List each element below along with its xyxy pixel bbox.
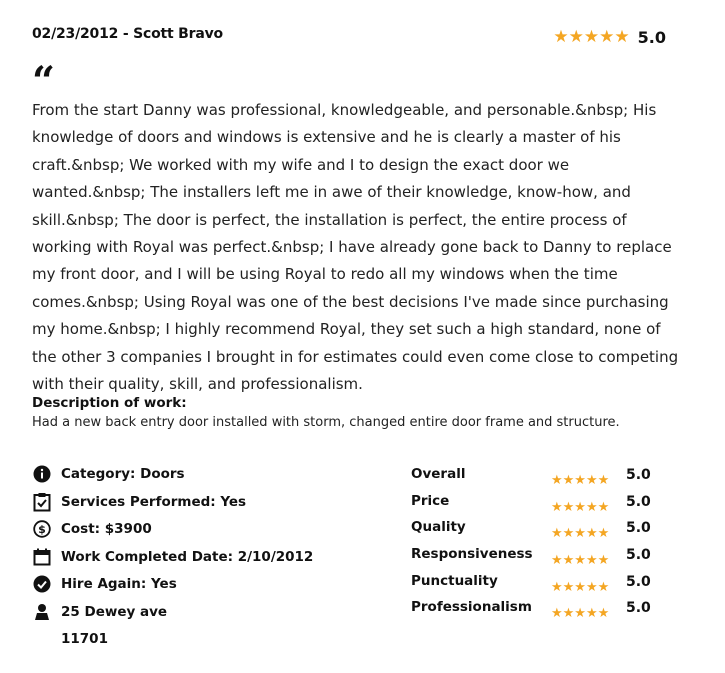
- star-icon: ★: [553, 27, 569, 47]
- dollar-circle-icon: [32, 519, 52, 539]
- detail-cost-text: Cost: $3900: [61, 521, 152, 537]
- rating-row-overall: [411, 466, 651, 486]
- rating-row-professionalism: [411, 599, 651, 619]
- detail-services-text: Services Performed: Yes: [61, 494, 247, 510]
- star-icon: ★: [614, 27, 630, 47]
- rating-stars: [551, 576, 609, 595]
- info-circle-icon: [32, 464, 52, 484]
- quote-icon: “: [32, 58, 56, 105]
- rating-stars: [551, 496, 609, 515]
- check-circle-icon: [32, 574, 52, 594]
- detail-address-line1: 25 Dewey ave: [61, 604, 168, 620]
- star-icon: ★: [583, 27, 600, 47]
- rating-label: Responsiveness: [411, 546, 533, 562]
- detail-address-zip: [61, 628, 108, 650]
- star-icon: ★★★★★: [551, 606, 610, 621]
- calendar-icon: [32, 547, 52, 567]
- rating-row-quality: [411, 519, 651, 539]
- detail-cost: [32, 518, 152, 540]
- rating-value: 5.0: [626, 494, 651, 510]
- detail-hire-again-text: Hire Again: Yes: [61, 576, 177, 592]
- svg-text:$: $: [38, 523, 46, 536]
- rating-stars: [551, 549, 609, 568]
- detail-work-date: [32, 546, 313, 568]
- review-header: [32, 26, 666, 52]
- person-icon: [32, 602, 52, 622]
- review-text: From the start Danny was professional, knowledgeable, and personable.&nbsp; His knowledge of doors and windows is extensive and he is clearly a master of his craft.&nbsp; We worked with my wife and I to design the exact door we wanted.&nbsp; The installers left me in awe of their knowledge, know-how, and skill.&nbsp; The door is perfect, the installation is perfect, the entire process of working with Royal was perfect.&nbsp; I have already gone back to Danny to replace my front door, and I will be using Royal to redo all my windows when the time comes.&nbsp; Using Royal was one of the best decisions I've made since purchasing my home.&nbsp; I highly recommend Royal, they set such a high standard, none of the other 3 companies I brought in for estimates could even come close to competing with their quality, skill, and professionalism.: [32, 101, 679, 394]
- star-icon: ★★★★★: [551, 553, 610, 568]
- clipboard-check-icon: [32, 492, 52, 512]
- star-icon: ★: [599, 27, 615, 47]
- rating-value: 5.0: [626, 574, 651, 590]
- star-icon: ★★★★★: [551, 526, 610, 541]
- rating-value: 5.0: [626, 547, 651, 563]
- rating-label: Overall: [411, 466, 466, 482]
- detail-category: [32, 463, 185, 485]
- overall-stars: [553, 29, 629, 46]
- rating-stars: [551, 469, 609, 488]
- star-icon: ★★★★★: [551, 473, 610, 488]
- description-title: Description of work:: [32, 395, 187, 411]
- detail-work-date-text: Work Completed Date: 2/10/2012: [61, 549, 314, 565]
- rating-label: Professionalism: [411, 599, 532, 615]
- description-text: Had a new back entry door installed with storm, changed entire door frame and structure.: [32, 415, 620, 430]
- rating-label: Price: [411, 493, 450, 509]
- rating-stars: [551, 602, 609, 621]
- rating-row-price: [411, 493, 651, 513]
- rating-row-responsiveness: [411, 546, 651, 566]
- rating-stars: [551, 522, 609, 541]
- rating-value: 5.0: [626, 600, 651, 616]
- detail-services: [32, 491, 246, 513]
- star-icon: ★★★★★: [551, 580, 610, 595]
- overall-rating-value: 5.0: [637, 28, 666, 47]
- rating-label: Punctuality: [411, 573, 498, 589]
- star-icon: ★: [568, 27, 584, 47]
- review-date-author: 02/23/2012 - Scott Bravo: [32, 26, 223, 42]
- rating-value: 5.0: [626, 467, 651, 483]
- star-icon: ★★★★★: [551, 500, 610, 515]
- detail-hire-again: [32, 573, 177, 595]
- rating-row-punctuality: [411, 573, 651, 593]
- rating-value: 5.0: [626, 520, 651, 536]
- detail-category-text: Category: Doors: [61, 466, 185, 482]
- detail-address: [32, 601, 167, 623]
- detail-address-line2: 11701: [61, 631, 108, 647]
- rating-label: Quality: [411, 519, 466, 535]
- overall-rating: [553, 28, 666, 47]
